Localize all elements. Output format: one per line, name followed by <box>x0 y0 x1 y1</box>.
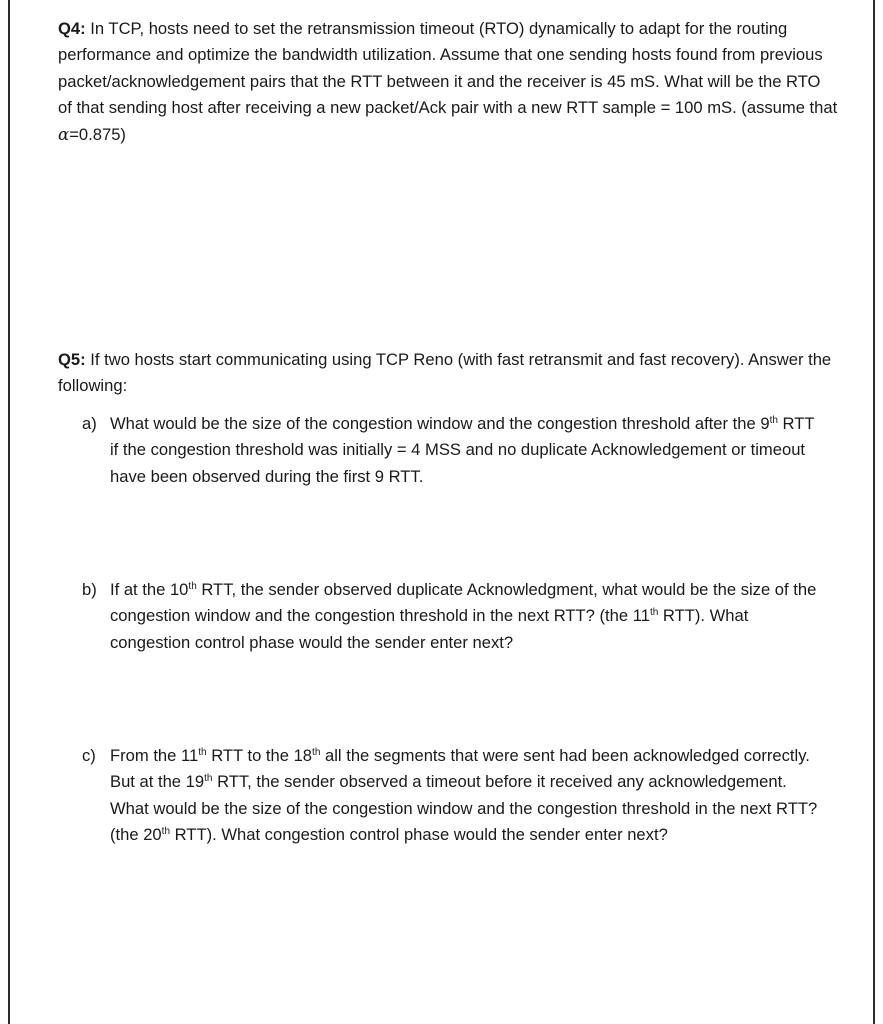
question-5b-text-part: If at the 10 <box>110 580 189 599</box>
ordinal-suffix: th <box>204 773 213 785</box>
question-5c-marker: c) <box>82 746 96 765</box>
question-4-text: In TCP, hosts need to set the retransmission timeout (RTO) dynamically to adapt for the routing performance and optimize the bandwidth utilization. Assume that one sending hosts found from previous packet/acknowledgement pairs that the RTT between it and the receiver is 45 mS. What will be the RTO of that sending host after receiving a new packet/Ack pair with a new RTT sample = 100 mS. (assume that <box>58 19 838 118</box>
question-5a <box>82 411 822 490</box>
question-5c-text-part: RTT to the 18 <box>206 746 313 765</box>
ordinal-suffix: th <box>769 415 778 426</box>
ordinal-suffix: th <box>198 747 207 758</box>
ordinal-suffix: th <box>161 826 171 838</box>
ordinal-suffix: th <box>188 581 197 592</box>
question-5c-text <box>82 743 822 849</box>
question-5-intro: If two hosts start communicating using TCP Reno (with fast retransmit and fast recovery). Answer the following: <box>58 350 832 396</box>
question-5a-text-part: What would be the size of the congestion window and the congestion threshold after the 9 <box>110 414 770 433</box>
question-4 <box>58 16 838 148</box>
question-5c <box>82 743 822 849</box>
question-5a-text <box>82 411 822 490</box>
question-5b <box>82 577 822 656</box>
question-5c-text-part: all the segments that were sent had been acknowledged correctly. But at the 19 <box>110 746 810 792</box>
question-5b-text-part: RTT, the sender observed duplicate Acknowledgment, what would be the size of the congestion window and the congestion threshold in the next RTT? (the 11 <box>110 580 817 626</box>
question-5b-text-part: RTT). What congestion control phase would the sender enter next? <box>110 606 749 652</box>
question-5c-text-part: From the 11 <box>110 746 199 765</box>
question-5c-text-part: RTT). What congestion control phase would the sender enter next? <box>170 825 668 845</box>
question-5a-marker: a) <box>82 414 97 433</box>
alpha-symbol: α <box>58 124 70 144</box>
document-page <box>8 0 875 1024</box>
ordinal-suffix: th <box>649 607 659 619</box>
question-4-alpha-value: =0.875) <box>69 124 126 144</box>
question-5c-text-part: RTT, the sender observed a timeout before it received any acknowledgement. What would be the size of the congestion window and the congestion threshold in the next RTT? (the 20 <box>110 772 818 845</box>
question-5 <box>58 347 838 400</box>
question-5a-text-part: RTT if the congestion threshold was initially = 4 MSS and no duplicate Acknowledgement or timeout have been observed during the first 9 RTT. <box>110 414 815 486</box>
question-4-label: Q4: <box>58 19 86 38</box>
question-5b-text <box>82 577 822 656</box>
ordinal-suffix: th <box>312 747 321 758</box>
question-5b-marker: b) <box>82 580 97 599</box>
question-5-label: Q5: <box>58 350 86 369</box>
